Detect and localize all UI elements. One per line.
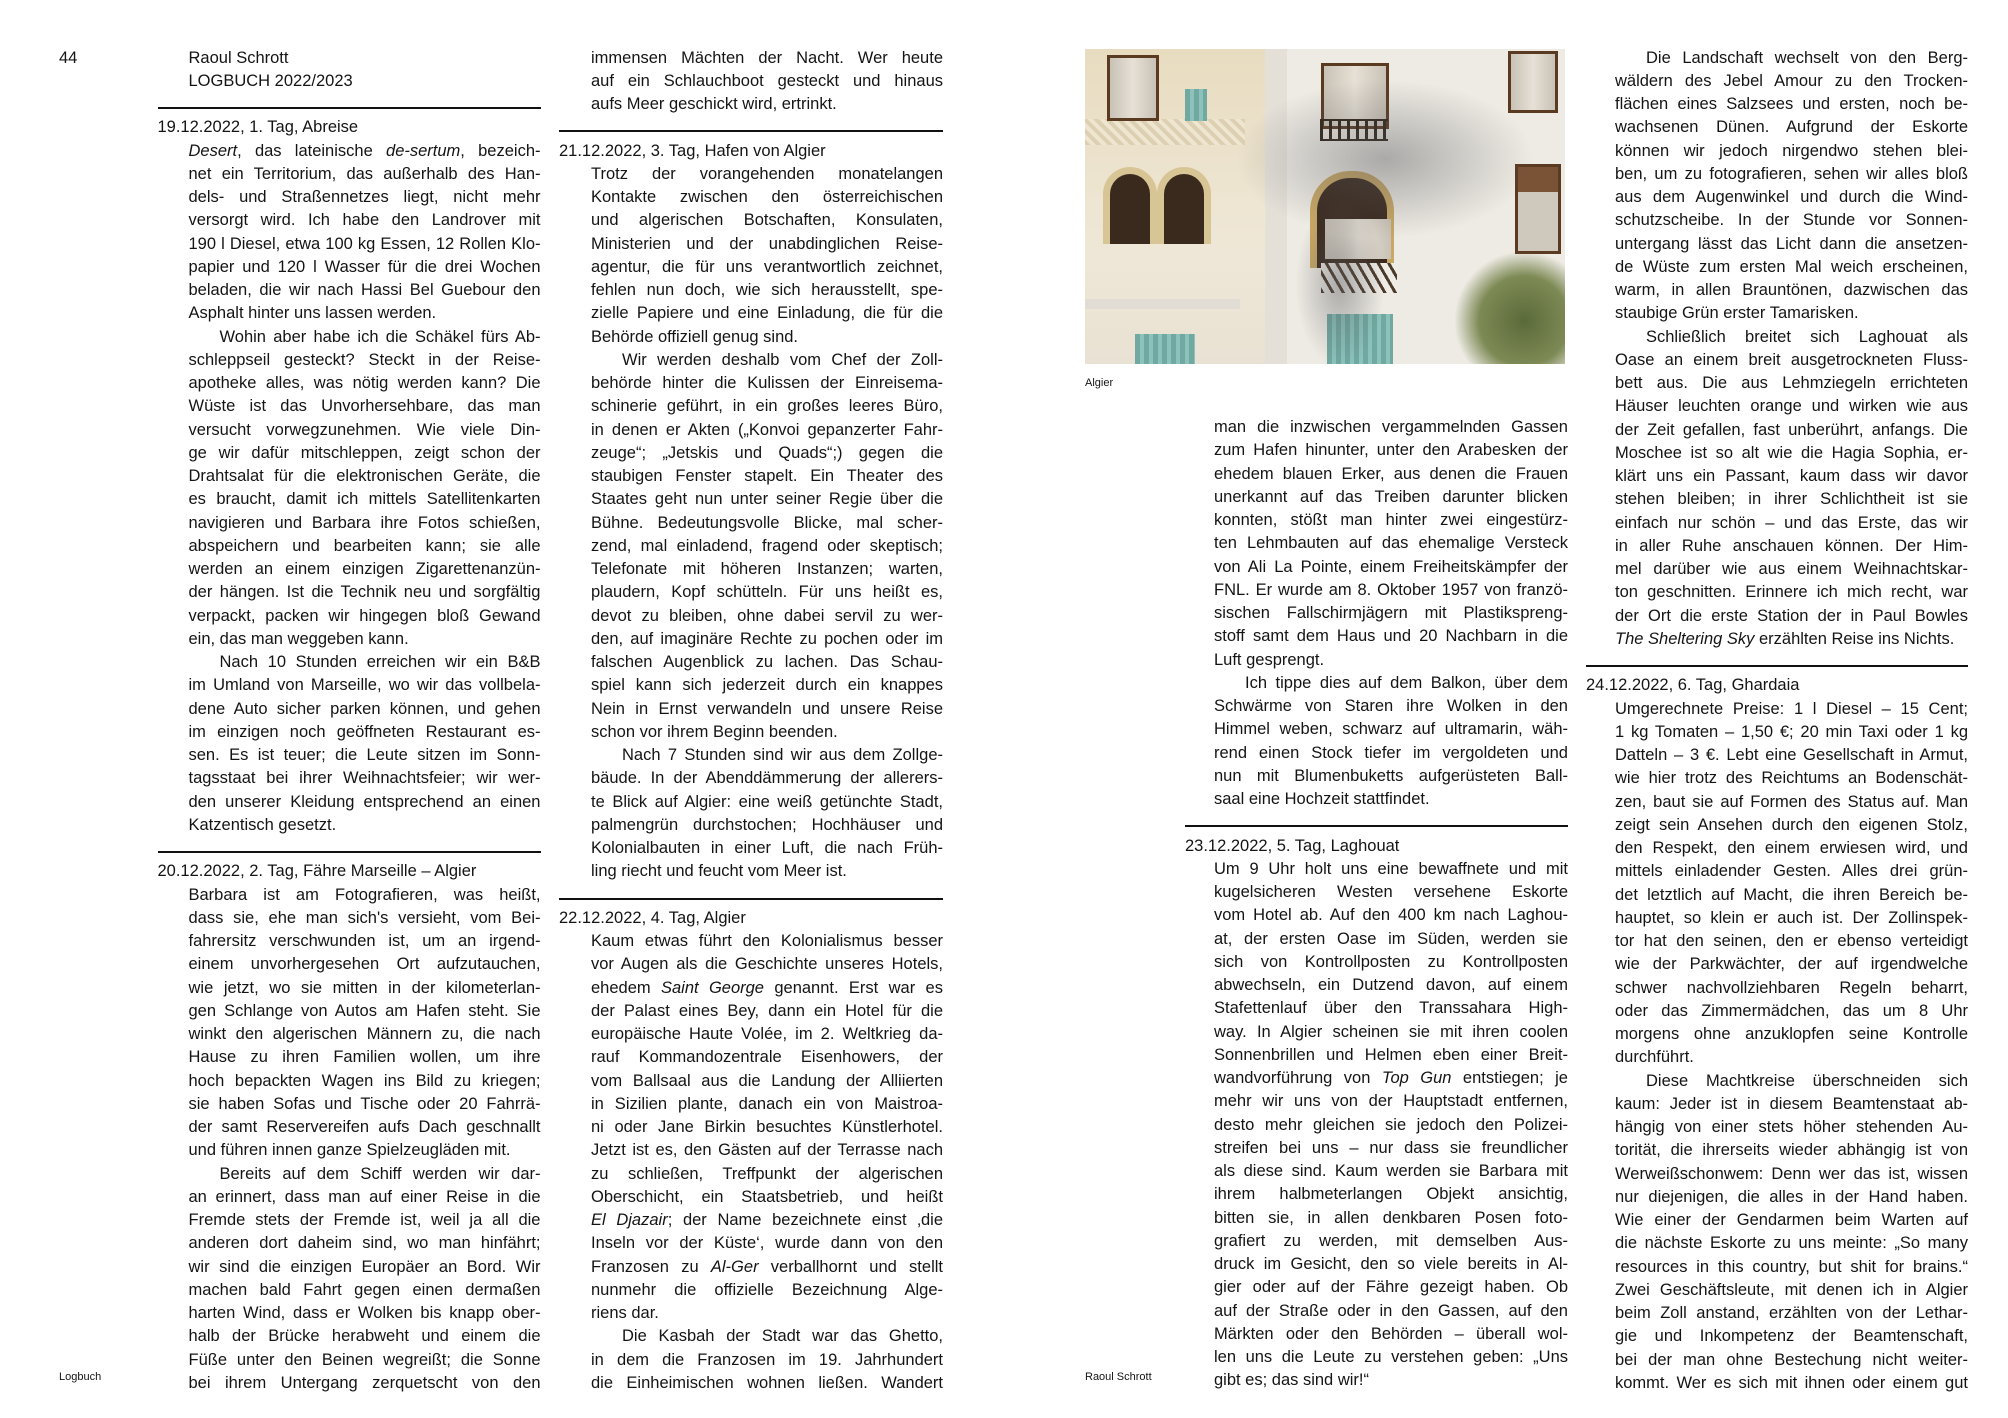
text-line: Datteln – 3 €. Lebt eine Gesellschaft in Armut, xyxy=(1615,746,1968,764)
paragraph xyxy=(559,744,943,884)
text-line: Wie einer der Gendarmen beim Warten auf xyxy=(1615,1211,1968,1229)
text-line: anderen dort daheim sind, wo man hinfährt; xyxy=(188,1234,541,1253)
text-line: zend, mal einladend, fragend oder skeptisch; xyxy=(591,536,943,555)
text-line: druck im Gesicht, den so viele bereits in Al- xyxy=(1214,1255,1568,1273)
text-line: können wir jedoch nirgendwo stehen blei- xyxy=(1615,141,1968,160)
page-number: 44 xyxy=(59,48,78,67)
text-line: vom Hotel ab. Auf den 400 km nach Laghou- xyxy=(1214,906,1568,925)
text-line: Telefonate mit höheren Instanzen; warten, xyxy=(591,560,943,578)
entry-heading: 22.12.2022, 4. Tag, Algier xyxy=(559,908,746,927)
text-line: sischen Fallschirmjägern mit Plastikspreng- xyxy=(1214,604,1568,622)
paragraph xyxy=(1586,698,1968,1070)
text-line: bei der man ohne Bestechung nicht weiter- xyxy=(1615,1350,1968,1369)
text-line: way. In Algier scheinen sie mit ihren coolen xyxy=(1214,1022,1568,1041)
text-line: Luft gesprengt. xyxy=(1214,650,1325,669)
text-line: behörde hinter die Kulissen der Einreisema- xyxy=(591,374,943,392)
text-line: der hängen. Ist die Technik neu und sorgfältig xyxy=(188,583,541,602)
text-line: Ministerien und der unabdinglichen Reise- xyxy=(591,234,943,253)
paragraph xyxy=(559,163,943,349)
text-column-1 xyxy=(158,47,541,1396)
text-line: auf der Straße oder in den Gassen, auf den xyxy=(1214,1301,1568,1320)
text-line: als diese sind. Kaum werden sie Barbara mit xyxy=(1214,1162,1568,1180)
text-line: nunmehr die offizielle Bezeichnung Alge- xyxy=(591,1280,943,1299)
text-line: der samt Reservereifen aufs Dach geschnallt xyxy=(188,1118,541,1136)
text-line: es braucht, damit ich mittels Satellitenkarten xyxy=(188,490,541,509)
text-line: dass sie, ehe man sich's versieht, vom Bei- xyxy=(188,908,541,927)
text-line: aus dem Augenwinkel und durch die Wind- xyxy=(1615,188,1968,206)
text-line: dene Auto sicher parken können, und gehen xyxy=(188,699,541,718)
text-line: Behörde offiziell genug sind. xyxy=(591,327,799,346)
text-line: in denen er Akten („Konvoi gepanzerter Fahr- xyxy=(591,420,943,439)
text-line: Schließlich breitet sich Laghouat als xyxy=(1646,327,1968,346)
text-line: gen Schlange von Autos am Hafen steht. Sie xyxy=(188,1001,541,1020)
italic-term: El Djazair xyxy=(591,1211,668,1229)
text-line: at, der ersten Oase im Süden, werden sie xyxy=(1214,929,1568,948)
text-line: wie jetzt, wo sie mitten in der kilometerlan- xyxy=(188,978,541,997)
text-line: Sonnenbrillen und Helmen eben einer Breit- xyxy=(1214,1045,1568,1064)
text-line: ni oder Jane Birkin besuchtes Künstlerhotel. xyxy=(591,1118,943,1136)
text-line: Bühne. Bedeutungsvolle Blicke, mal scher- xyxy=(591,513,943,532)
photo-shutter xyxy=(1135,334,1195,364)
text-line: Trotz der vorangehenden monatelangen xyxy=(591,164,943,183)
text-line: der Zeit gefallen, fast unberührt, anfangs. Die xyxy=(1615,420,1968,439)
text-line: bett aus. Die aus Lehmziegeln errichteten xyxy=(1615,374,1968,392)
text-line: den, auf imaginäre Rechte zu pochen oder im xyxy=(591,629,943,648)
divider-rule xyxy=(158,93,541,116)
text-line: sie haben Sofas und Tische oder 20 Fahrrä- xyxy=(188,1094,541,1113)
paragraph xyxy=(158,140,541,326)
text-line: bei ihrem Untergang zerquetscht von den xyxy=(188,1373,541,1392)
text-line: machen bald Fahrt gegen einen dermaßen xyxy=(188,1280,541,1299)
text-line: te Blick auf Algier: eine weiß getünchte Stadt, xyxy=(591,792,943,811)
text-line: beladen, die wir nach Hassi Bel Guebour den xyxy=(188,281,541,299)
text-line: staubige Grün erster Tamarisken. xyxy=(1615,304,1859,323)
photo-ledge xyxy=(1085,299,1240,309)
text-line: devot zu bleiben, ohne dabei servil zu wer- xyxy=(591,606,943,625)
text-line: von Ali La Pointe, einem Freiheitskämpfer der xyxy=(1214,557,1568,576)
text-line: tagsstaat bei ihrer Weihnachtsfeier; wir wer- xyxy=(188,769,541,788)
text-line: den Respekt, den einem erwiesen wird, und xyxy=(1615,839,1968,857)
text-line: im einzigen noch geöffneten Restaurant es- xyxy=(188,722,541,741)
photo-arched-window xyxy=(1103,167,1157,244)
text-line: ten Lehmbauten auf das ehemalige Versteck xyxy=(1214,534,1568,553)
text-line: zeigt sein Ansehen durch den eigenen Stolz, xyxy=(1615,815,1968,834)
text-line: mehr wir uns von der Hauptstadt entfernen, xyxy=(1214,1092,1568,1111)
text-line: aufs Meer geschickt wird, ertrinkt. xyxy=(591,95,837,113)
paragraph xyxy=(1185,858,1568,1393)
text-line: Oase an einem breit ausgetrockneten Fluss- xyxy=(1615,350,1968,369)
text-line: man die inzwischen vergammelnden Gassen xyxy=(1214,418,1568,436)
text-line: Um 9 Uhr holt uns eine bewaffnete und mit xyxy=(1214,859,1568,878)
text-line: klärt uns ein Passant, kaum dass wir davor xyxy=(1615,467,1968,485)
text-line: hauptet, so klein er auch ist. Der Zollinspek- xyxy=(1615,908,1968,927)
text-line: wir sind die einzigen Europäer an Bord. Wir xyxy=(188,1257,541,1276)
text-line: falschen Augenblick zu lachen. Das Schau- xyxy=(591,653,943,671)
paragraph xyxy=(158,1163,541,1396)
italic-term: Saint George xyxy=(660,978,764,997)
text-line: die Einheimischen wohnen ließen. Wandert xyxy=(591,1373,943,1392)
text-line: schleppseil gesteckt? Steckt in der Reise- xyxy=(188,350,541,369)
text-line: abspeichern und bearbeiten kann; sie alle xyxy=(188,536,541,555)
text-line: den unserer Kleidung entsprechend an einen xyxy=(188,792,541,811)
text-line: Füße unter den Beinen wegreißt; die Sonne xyxy=(188,1350,541,1369)
text-line: Ich tippe dies auf dem Balkon, über dem xyxy=(1245,673,1568,692)
text-line: Franzosen zu Al-Ger verballhornt und stellt xyxy=(591,1257,943,1276)
entry-heading: 23.12.2022, 5. Tag, Laghouat xyxy=(1185,836,1400,855)
running-header xyxy=(158,47,541,94)
text-line: flächen eines Salzsees und ersten, noch be- xyxy=(1615,95,1968,113)
text-line: ein, das man weggeben kann. xyxy=(188,629,409,648)
text-line: wandvorführung von Top Gun entstiegen; je xyxy=(1214,1069,1568,1087)
text-line: grafiert zu werden, mit demselben Aus- xyxy=(1214,1231,1568,1250)
paragraph xyxy=(559,47,943,117)
text-line: ge wir dafür mitschleppen, zeigt schon der xyxy=(188,443,541,462)
text-line: torität, die ihrerseits wieder abhängig ist von xyxy=(1615,1141,1968,1160)
text-line: Märkten oder den Behörden – überall wol- xyxy=(1214,1324,1568,1343)
entry-heading: 24.12.2022, 6. Tag, Ghardaia xyxy=(1586,676,1800,695)
text-line: navigieren und Barbara ihre Fotos schießen, xyxy=(188,513,541,532)
text-line: verpackt, packen wir hingegen bloß Gewand xyxy=(188,606,541,625)
text-line: zu schließen, Treffpunkt der algerischen xyxy=(591,1164,943,1183)
text-column-2 xyxy=(559,47,943,1396)
text-line: bitten sie, in allen denkbaren Posen foto- xyxy=(1214,1208,1568,1227)
paragraph xyxy=(1185,416,1568,672)
text-line: winkt den algerischen Männern zu, die nach xyxy=(188,1025,541,1043)
text-line: stehen bleiben; in ihrer Schlichtheit ist sie xyxy=(1615,490,1968,509)
text-line: zeuge“; „Jetskis und Quads“;) gegen die xyxy=(591,443,943,462)
text-line: rend einen Stock tiefer im vergoldeten und xyxy=(1214,743,1568,762)
text-line: Die Kasbah der Stadt war das Ghetto, xyxy=(622,1327,943,1346)
text-line: Zwei Geschäftsleute, mit denen ich in Algier xyxy=(1615,1280,1968,1299)
photo-palm-trunk-shadow xyxy=(1295,199,1385,364)
text-line: hängig von einer stets höher stehenden Au- xyxy=(1615,1118,1968,1136)
text-line: unerkannt auf das Treiben darunter blicken xyxy=(1214,487,1568,506)
text-line: europäische Haute Volée, im 2. Weltkrieg da- xyxy=(591,1025,943,1043)
text-line: zen, baut sie auf Formen des Status auf. Man xyxy=(1615,792,1968,811)
text-line: Moschee ist so alt wie die Hagia Sophia, er- xyxy=(1615,443,1968,462)
text-line: len uns die Leute zu verstehen geben: „Uns xyxy=(1214,1348,1568,1366)
paragraph xyxy=(1586,326,1968,652)
text-line: vom Ballsaal aus die Landung der Alliierten xyxy=(591,1071,943,1090)
text-line: det letztlich auf Macht, die ihren Bereich be- xyxy=(1615,885,1968,904)
text-line: mittels einladender Gesten. Alles drei grün- xyxy=(1615,862,1968,881)
text-line: rauf Kommandozentrale Eisenhowers, der xyxy=(591,1048,943,1067)
text-line: de Wüste zum ersten Mal weich erscheinen, xyxy=(1615,257,1968,276)
text-line: untergang lässt das Licht dann die ansetzen- xyxy=(1615,234,1968,253)
photo-palm-shadow xyxy=(1235,79,1535,239)
entry-heading: 21.12.2022, 3. Tag, Hafen von Algier xyxy=(559,141,826,160)
text-line: auf ein Schlauchboot gesteckt und hinaus xyxy=(591,71,943,90)
text-line: ling riecht und feucht vom Meer ist. xyxy=(591,862,847,881)
text-line: agentur, die für uns verantwortlich zeichnet, xyxy=(591,257,943,276)
text-line: Nach 7 Stunden sind wir aus dem Zollge- xyxy=(622,746,943,764)
text-line: papier und 120 l Wasser für die drei Wochen xyxy=(188,257,541,276)
text-line: ben, um zu fotografieren, sehen wir alles bloß xyxy=(1615,164,1968,183)
photo-algier xyxy=(1085,49,1565,364)
paragraph xyxy=(158,651,541,837)
divider-rule xyxy=(158,837,541,860)
text-line: einfach nur schön – und das Erste, das wir xyxy=(1615,513,1968,532)
text-line: zielle Papiere und eine Einladung, die für die xyxy=(591,304,943,323)
text-line: dels- und Straßennetzes liegt, nicht mehr xyxy=(188,188,541,206)
text-line: in Sizilien plante, danach ein von Maistroa- xyxy=(591,1094,943,1113)
text-line: der Ort die erste Station der in Paul Bowles xyxy=(1615,606,1968,625)
text-line: sen. Es ist teuer; die Leute sitzen im Sonn- xyxy=(188,746,541,764)
text-line: schinerie geführt, in ein großes leeres Büro, xyxy=(591,397,943,416)
text-line: immensen Mächten der Nacht. Wer heute xyxy=(591,48,943,67)
text-line: in aller Ruhe anschauen können. Der Him- xyxy=(1615,536,1968,555)
text-line: saal eine Hochzeit stattfindet. xyxy=(1214,790,1430,808)
text-line: stoff samt dem Haus und 20 Nachbarn in die xyxy=(1214,627,1568,646)
text-line: im Umland von Marseille, wo wir das vollbela- xyxy=(188,676,541,695)
italic-term: de-sertum xyxy=(386,141,461,160)
text-line: Himmel weben, schwarz auf ultramarin, wäh- xyxy=(1214,720,1568,739)
text-line: harten Wind, dass er Wolken bis knapp ober- xyxy=(188,1304,541,1322)
text-line: fehlen nun doch, wie sich herausstellt, spe- xyxy=(591,281,943,299)
paragraph xyxy=(1586,1070,1968,1396)
text-line: Nach 10 Stunden erreichen wir ein B&B xyxy=(219,653,541,671)
divider-rule xyxy=(1185,811,1568,834)
text-line: schon vor ihrem Beginn beenden. xyxy=(591,722,838,741)
text-line: versorgt wird. Ich habe den Landrover mit xyxy=(188,211,541,230)
photo-window xyxy=(1107,55,1159,121)
text-line: bäude. In der Abenddämmerung der allerers- xyxy=(591,769,943,788)
text-line: in dem die Franzosen im 19. Jahrhundert xyxy=(591,1350,943,1369)
photo-palm-plant xyxy=(1455,249,1565,364)
text-line: Barbara ist am Fotografieren, was heißt, xyxy=(188,885,541,904)
text-line: Werweißschonwem: Denn wer das ist, wissen xyxy=(1615,1164,1968,1183)
text-line: Kaum etwas führt den Kolonialismus besser xyxy=(591,932,943,950)
text-line: Wohin aber habe ich die Schäkel fürs Ab- xyxy=(219,327,541,346)
text-line: Asphalt hinter uns lassen werden. xyxy=(188,304,437,323)
text-line: tor hat den seinen, den er ebenso verteidigt xyxy=(1615,932,1968,950)
text-line: wachsenen Dünen. Aufgrund der Eskorte xyxy=(1615,118,1968,137)
text-line: kommt. Wer es sich mit ihnen oder einem gut xyxy=(1615,1373,1968,1392)
text-line: Bereits auf dem Schiff werden wir dar- xyxy=(219,1164,541,1183)
text-line: konnten, stößt man hinter zwei eingestürz- xyxy=(1214,511,1568,529)
text-line: gibt es; das sind wir!“ xyxy=(1214,1371,1369,1390)
text-column-3 xyxy=(1185,416,1568,1393)
photo-caption: Algier xyxy=(1085,377,1114,389)
photo-shutter xyxy=(1185,89,1207,121)
text-column-4 xyxy=(1586,47,1968,1396)
italic-term: Al-Ger xyxy=(710,1257,759,1276)
text-line: schwer nachvollziehbaren Regeln beharrt, xyxy=(1615,978,1968,997)
text-line: an erinnert, dass man auf einer Reise in die xyxy=(188,1187,541,1206)
italic-term: The Sheltering Sky xyxy=(1615,629,1755,648)
text-line: wie der Parkwächter, der auf irgendwelche xyxy=(1615,955,1968,974)
text-line: Umgerechnete Preise: 1 l Diesel – 15 Cent; xyxy=(1615,699,1968,718)
photo-ornament-band xyxy=(1085,119,1245,145)
text-line: Die Landschaft wechselt von den Berg- xyxy=(1646,48,1968,67)
text-line: Desert, das lateinische de-sertum, bezeich- xyxy=(188,141,541,160)
divider-rule xyxy=(559,884,943,907)
text-line: desto mehr gleichen sie jedoch den Polizei- xyxy=(1214,1115,1568,1134)
text-line: Drahtsalat für die elektronischen Geräte, die xyxy=(188,467,541,485)
text-line: El Djazair; der Name bezeichnete einst ‚die xyxy=(591,1211,943,1229)
text-line: ton geschnitten. Erinnere ich mich recht, war xyxy=(1615,583,1968,602)
paragraph xyxy=(559,349,943,744)
text-line: oder das Zimmermädchen, das um 8 Uhr xyxy=(1615,1001,1968,1020)
text-line: mel darüber wie aus einem Weihnachtskar- xyxy=(1615,560,1968,578)
text-line: Oberschicht, ein Staatsbetrieb, und heißt xyxy=(591,1187,943,1206)
text-line: Schwärme von Staren ihre Wolken in den xyxy=(1214,697,1568,715)
text-line: Diese Machtkreise überschneiden sich xyxy=(1646,1071,1968,1090)
text-line: Wir werden deshalb vom Chef der Zoll- xyxy=(622,350,943,369)
italic-term: Desert xyxy=(188,141,238,160)
photo-arched-window xyxy=(1157,167,1211,244)
text-line: Jetzt ist es, den Gästen auf der Terrasse nach xyxy=(591,1141,943,1160)
text-line: apotheke alles, was nötig werden kann? Die xyxy=(188,374,541,392)
text-line: gie und Inkompetenz der Beamtenschaft, xyxy=(1615,1327,1968,1346)
text-line: fahrersitz verschwunden ist, um an irgend- xyxy=(188,932,541,950)
text-line: Kontakte zwischen den österreichischen xyxy=(591,188,943,206)
divider-rule xyxy=(1586,651,1968,674)
text-line: schutzscheibe. In der Stunde vor Sonnen- xyxy=(1615,211,1968,230)
text-line: der Palast eines Bey, dann ein Hotel für die xyxy=(591,1001,943,1020)
text-line: net ein Territorium, das außerhalb des Han- xyxy=(188,164,541,183)
text-line: The Sheltering Sky erzählten Reise ins Nichts. xyxy=(1615,629,1955,648)
text-line: Inseln vor der Küste‘, wurde dann von den xyxy=(591,1234,943,1253)
text-line: zum Hafen hinunter, unter den Arabesken der xyxy=(1214,441,1568,460)
text-line: beim Zoll anstand, erzählten von der Lethar- xyxy=(1615,1304,1968,1322)
text-line: 1 kg Tomaten – 1,50 €; 20 min Taxi oder 1 kg xyxy=(1615,722,1968,741)
divider-rule xyxy=(559,116,943,139)
paragraph xyxy=(1185,672,1568,812)
text-line: werden an einem einzigen Zigarettenanzün- xyxy=(188,560,541,578)
paragraph xyxy=(158,326,541,652)
text-line: Nein in Ernst verwandeln und unsere Reise xyxy=(591,699,943,718)
text-line: einem unvorhergesehen Ort aufzutauchen, xyxy=(188,955,541,974)
text-line: FNL. Er wurde am 8. Oktober 1957 von franzö- xyxy=(1214,580,1568,599)
footer-author: Raoul Schrott xyxy=(1085,1371,1152,1383)
text-line: 190 l Diesel, etwa 100 kg Essen, 12 Rollen Klo- xyxy=(188,234,541,253)
text-line: Fremde stets der Fremde ist, weil ja all die xyxy=(188,1211,541,1229)
text-line: und führen innen ganze Spielzeugläden mit. xyxy=(188,1141,511,1160)
text-line: ehedem blauen Erker, aus denen die Frauen xyxy=(1214,464,1568,483)
paragraph xyxy=(559,930,943,1325)
text-line: kaum: Jeder ist in diesem Beamtenstaat ab- xyxy=(1615,1094,1968,1113)
paragraph xyxy=(559,1325,943,1395)
text-line: warm, in allen Brauntönen, dazwischen das xyxy=(1615,281,1968,299)
text-line: Stafettenlauf über den Transsahara High- xyxy=(1214,999,1568,1018)
text-line: morgens ohne anzuklopfen seine Kontrolle xyxy=(1615,1025,1968,1043)
text-line: durchführt. xyxy=(1615,1048,1694,1067)
entry-heading: 19.12.2022, 1. Tag, Abreise xyxy=(157,118,359,137)
text-line: abwechseln, ein Dutzend davon, auf einem xyxy=(1214,976,1568,994)
text-line: Häuser leuchten orange und wirken wie aus xyxy=(1615,397,1968,416)
paragraph xyxy=(1586,47,1968,326)
text-line: staubigen Fenster stapelt. Ein Theater des xyxy=(591,467,943,485)
text-line: versucht vorwegzunehmen. Wie viele Din- xyxy=(188,420,541,439)
text-line: wäldern des Jebel Amour zu den Trocken- xyxy=(1615,71,1968,90)
text-line: Raoul Schrott xyxy=(188,48,289,67)
text-line: ihrem halbmeterlangen Objekt ansichtig, xyxy=(1214,1185,1568,1204)
text-line: nun mit Blumenbuketts aufgerüsteten Ball- xyxy=(1214,766,1568,785)
italic-term: Top Gun xyxy=(1381,1069,1452,1087)
text-line: die nächste Eskorte zu uns meinte: „So many xyxy=(1615,1234,1968,1253)
text-line: hoch bepackten Wagen ins Bild zu kriegen; xyxy=(188,1071,541,1090)
text-line: palmengrün durchstochen; Hochhäuser und xyxy=(591,815,943,834)
text-line: Kolonialbauten in einer Luft, die nach Früh- xyxy=(591,839,943,857)
text-line: sich von Kontrollposten zu Kontrollposten xyxy=(1214,952,1568,971)
text-line: ehedem Saint George genannt. Erst war es xyxy=(591,978,943,997)
text-line: kugelsicheren Westen versehene Eskorte xyxy=(1214,883,1568,901)
text-line: wie hier trotz des Reichtums an Bodenschät- xyxy=(1615,769,1968,788)
text-line: vor Augen als die Geschichte unseres Hotels, xyxy=(591,955,943,974)
text-line: resources in this country, but shit for brains.“ xyxy=(1615,1257,1968,1276)
footer-section-title: Logbuch xyxy=(59,1371,102,1383)
text-line: Hause zu ihren Familien wollen, um ihre xyxy=(188,1048,541,1067)
text-line: spiel kann sich jederzeit durch ein knappes xyxy=(591,676,943,695)
text-line: streifen bei uns – nur dass sie freundlicher xyxy=(1214,1138,1568,1157)
text-line: und algerischen Botschaften, Konsulaten, xyxy=(591,211,943,230)
text-line: Wüste ist das Unvorhersehbare, das man xyxy=(188,397,541,416)
text-line: halb der Brücke herabweht und einem die xyxy=(188,1327,541,1346)
text-line: riens dar. xyxy=(591,1304,659,1322)
entry-heading: 20.12.2022, 2. Tag, Fähre Marseille – Algier xyxy=(157,862,477,881)
text-line: LOGBUCH 2022/2023 xyxy=(188,71,353,90)
text-line: Staates geht nun unter seiner Regie über die xyxy=(591,490,943,509)
paragraph xyxy=(158,884,541,1163)
text-line: plaudern, Kopf schütteln. Für uns heißt es, xyxy=(591,583,943,602)
text-line: gier oder auf der Fähre gezeigt haben. Ob xyxy=(1214,1278,1568,1297)
text-line: Katzentisch gesetzt. xyxy=(188,815,337,834)
text-line: nur diejenigen, die alles in der Hand haben. xyxy=(1615,1187,1968,1206)
